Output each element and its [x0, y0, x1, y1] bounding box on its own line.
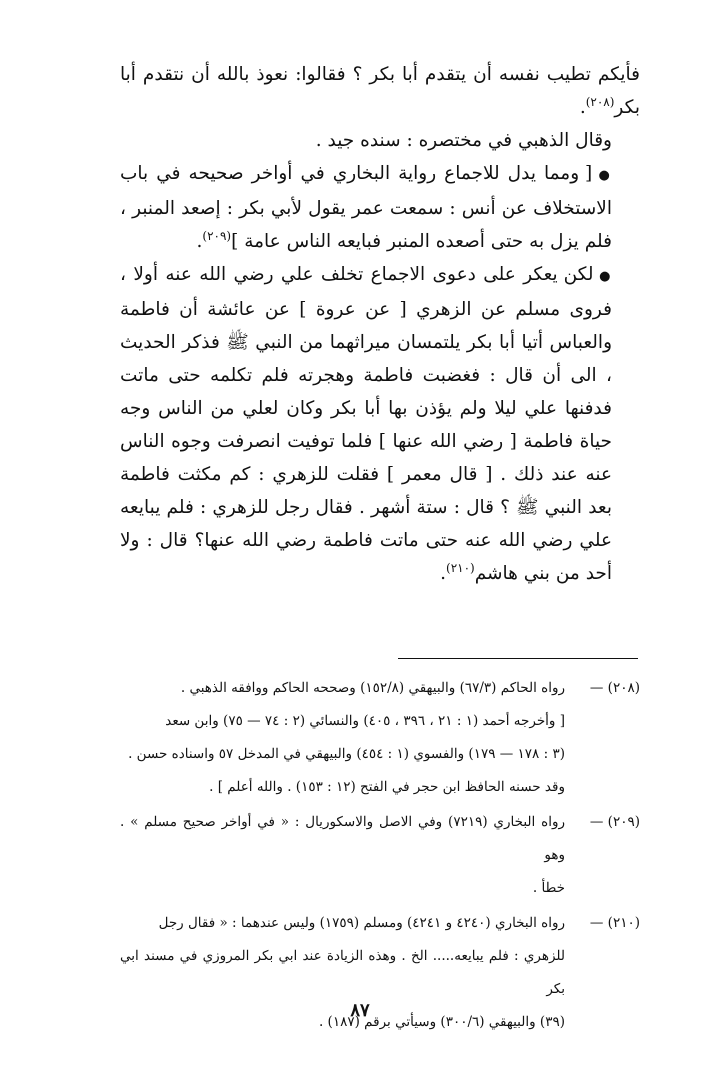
- footnote-line: (٣ : ١٧٨ — ١٧٩) والفسوي (١ : ٤٥٤) والبيهقي في المدخل ٥٧ واسناده حسن .: [128, 746, 565, 762]
- footnote-line: (٣٩) والبيهقي (٣٠٠/٦) وسيأتي برقم (١٨٧) .: [318, 1014, 565, 1030]
- footnote-number: (٢٠٩) —: [589, 814, 640, 830]
- footnote-number: (٢١٠) —: [589, 915, 640, 931]
- page-number: ٨٧: [350, 1000, 370, 1021]
- footnote-ref-210[interactable]: (٢١٠): [446, 560, 475, 575]
- paragraph-text: فأيكم تطيب نفسه أن يتقدم أبا بكر ؟ فقالوا: نعوذ بالله أن نتقدم أبا بكر: [120, 64, 640, 118]
- footnote-208: [120, 672, 640, 804]
- footnote-line: [ وأخرجه أحمد (١ : ٢١ ، ٣٩٦ ، ٤٠٥) والنسائي (٢ : ٧٤ — ٧٥) وابن سعد: [165, 713, 565, 729]
- footnote-line: رواه البخاري (٧٢١٩) وفي الاصل والاسكوريال : « في أواخر صحيح مسلم » . وهو: [120, 814, 565, 863]
- main-text: [120, 58, 640, 590]
- footnote-line: خطأ .: [532, 880, 565, 896]
- footnote-separator: [398, 658, 638, 659]
- footnotes: [120, 672, 640, 1041]
- footnote-number: (٢٠٨) —: [589, 680, 640, 696]
- footnote-body: [120, 806, 565, 905]
- paragraph-text: [ ومما يدل للاجماع رواية البخاري في أواخر صحيحه في باب الاستخلاف عن أنس : سمعت عمر يقول لأبي بكر : إصعد المنبر ، فلم يزل به حتى أصعده المنبر فبايعه الناس عامة ]: [120, 163, 612, 252]
- bullet-paragraph: ● [ ومما يدل للاجماع رواية البخاري في أواخر صحيحه في باب الاستخلاف عن أنس : سمعت عمر يقول لأبي بكر : إصعد المنبر ، فلم يزل به حتى أصعده المنبر فبايعه الناس عامة ]$^{(٢٠٩)}$.: [120, 157, 640, 258]
- footnote-line: وقد حسنه الحافظ ابن حجر في الفتح (١٢ : ١٥٣) . والله أعلم ] .: [209, 779, 565, 795]
- paragraph: فأيكم تطيب نفسه أن يتقدم أبا بكر ؟ فقالوا: نعوذ بالله أن نتقدم أبا بكر$^{(٢٠٨)}$.: [120, 64, 640, 118]
- footnote-ref-209[interactable]: (٢٠٩): [202, 228, 232, 243]
- paragraph-text: لكن يعكر على دعوى الاجماع تخلف علي رضي الله عنه أولا ، فروى مسلم عن الزهري [ عن عروة ] عن عائشة أن فاطمة والعباس أتيا أبا بكر يلتمسان ميراثهما من النبي ﷺ فذكر الحديث ، الى أن قال : فغضبت فاطمة وهجرته فلم تكلمه حتى ماتت فدفنها علي ليلا ولم يؤذن بها أبا بكر وكان لعلي من الناس وجه حياة فاطمة [ رضي الله عنها ] فلما توفيت انصرفت وجوه الناس عنه عند ذلك . [ قال معمر ] فقلت للزهري : كم مكثت فاطمة بعد النبي ﷺ ؟ قال : ستة أشهر . فقال رجل للزهري : فلم يبايعه علي رضي الله عنه حتى ماتت فاطمة رضي الله عنها؟ قال : ولا أحد من بني هاشم: [120, 264, 612, 584]
- footnote-line: للزهري : فلم يبايعه..... الخ . وهذه الزيادة عند ابي بكر المروزي في مسند ابي بكر: [120, 948, 565, 997]
- footnote-body: [120, 672, 565, 804]
- footnote-ref-208[interactable]: (٢٠٨): [585, 94, 615, 109]
- footnote-209: [120, 806, 640, 905]
- bullet-paragraph: ● لكن يعكر على دعوى الاجماع تخلف علي رضي الله عنه أولا ، فروى مسلم عن الزهري [ عن عروة ] عن عائشة أن فاطمة والعباس أتيا أبا بكر يلتمسان ميراثهما من النبي ﷺ فذكر الحديث ، الى أن قال : فغضبت فاطمة وهجرته فلم تكلمه حتى ماتت فدفنها علي ليلا ولم يؤذن بها أبا بكر وكان لعلي من الناس وجه حياة فاطمة [ رضي الله عنها ] فلما توفيت انصرفت وجوه الناس عنه عند ذلك . [ قال معمر ] فقلت للزهري : كم مكثت فاطمة بعد النبي ﷺ ؟ قال : ستة أشهر . فقال رجل للزهري : فلم يبايعه علي رضي الله عنه حتى ماتت فاطمة رضي الله عنها؟ قال : ولا أحد من بني هاشم$^{(٢١٠)}$.: [120, 258, 640, 590]
- paragraph-text: وقال الذهبي في مختصره : سنده جيد .: [315, 130, 612, 151]
- paragraph: [120, 124, 640, 157]
- footnote-line: رواه البخاري (٤٢٤٠ و ٤٢٤١) ومسلم (١٧٥٩) وليس عندهما : « فقال رجل: [158, 915, 565, 931]
- footnote-line: رواه الحاكم (٦٧/٣) والبيهقي (١٥٢/٨) وصححه الحاكم ووافقه الذهبي .: [180, 680, 565, 696]
